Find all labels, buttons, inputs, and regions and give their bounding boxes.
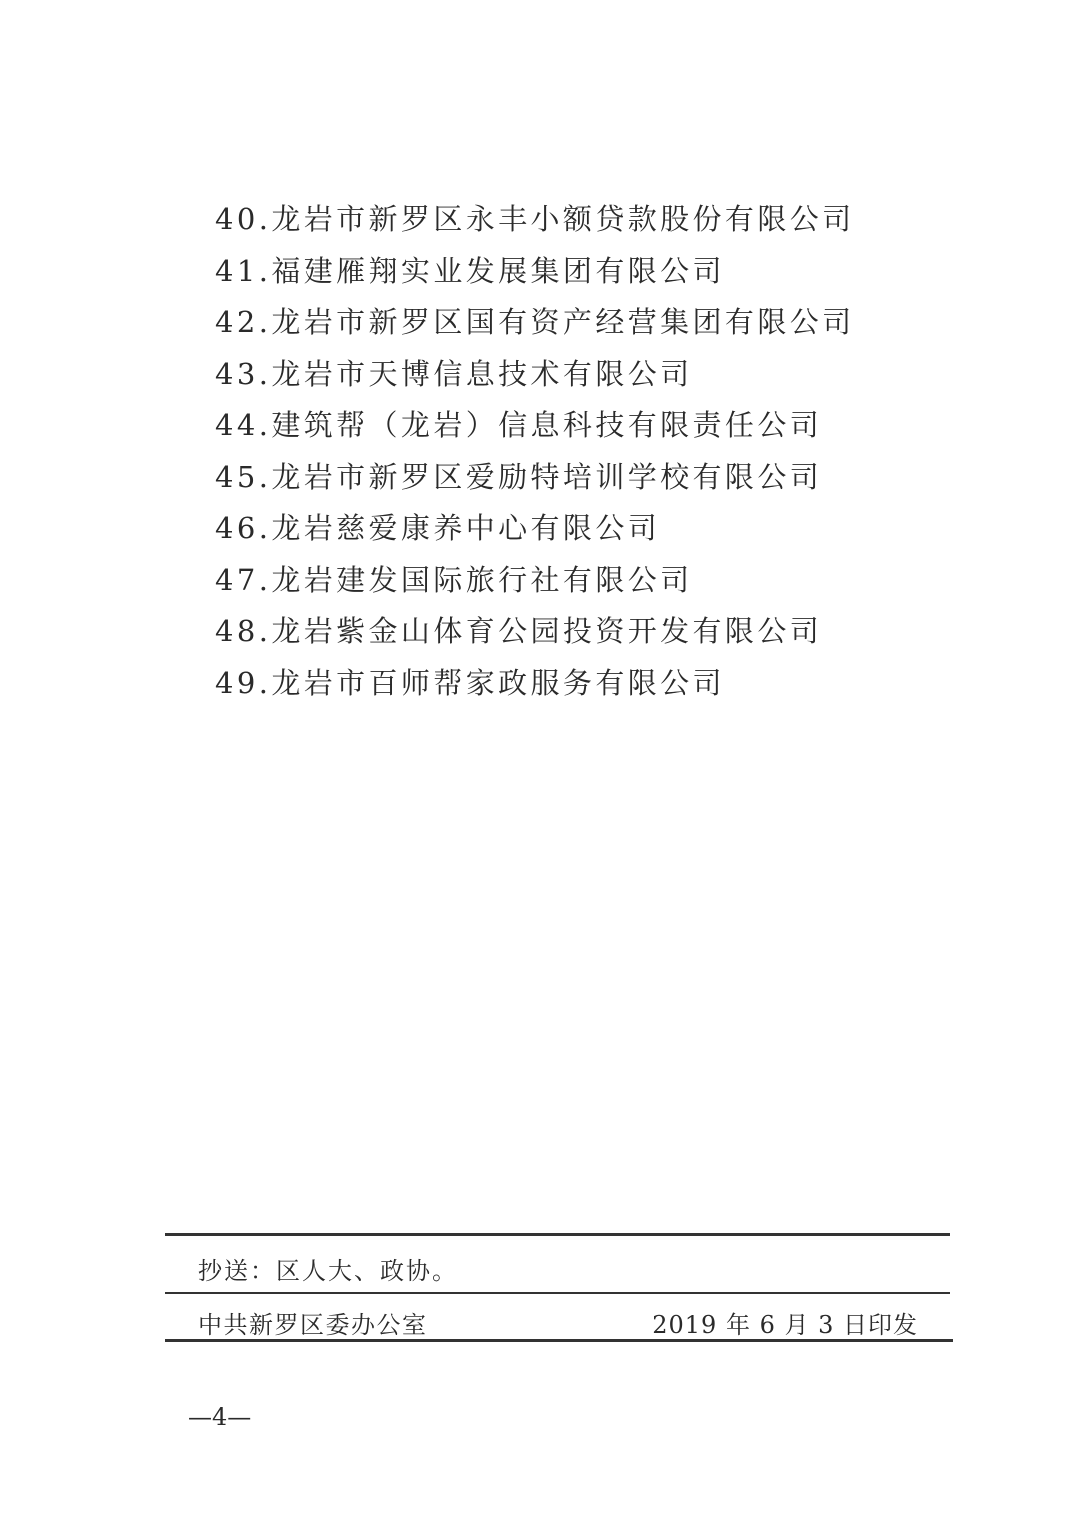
list-item: 47.龙岩建发国际旅行社有限公司	[215, 562, 693, 597]
list-item: 40.龙岩市新罗区永丰小额贷款股份有限公司	[215, 202, 855, 236]
list-item: 42.龙岩市新罗区国有资产经营集团有限公司	[215, 305, 855, 339]
list-item: 49.龙岩市百师帮家政服务有限公司	[215, 665, 725, 700]
list-item: 41.福建雁翔实业发展集团有限公司	[215, 253, 725, 288]
list-item: 43.龙岩市天博信息技术有限公司	[215, 356, 693, 391]
issue-date: 2019 年 6 月 3 日印发	[652, 1311, 918, 1339]
issuer: 中共新罗区委办公室	[198, 1311, 428, 1339]
cc-line: 抄送：区人大、政协。	[198, 1257, 458, 1285]
footer-top-rule	[165, 1233, 950, 1236]
footer-middle-rule	[165, 1292, 950, 1294]
list-item: 48.龙岩紫金山体育公园投资开发有限公司	[215, 614, 823, 648]
list-item: 46.龙岩慈爱康养中心有限公司	[215, 511, 661, 545]
footer-bottom-rule	[165, 1339, 953, 1342]
list-item: 44.建筑帮（龙岩）信息科技有限责任公司	[215, 408, 823, 442]
company-list	[215, 196, 855, 711]
list-item: 45.龙岩市新罗区爱励特培训学校有限公司	[215, 459, 823, 494]
page-number: —4—	[188, 1403, 252, 1431]
